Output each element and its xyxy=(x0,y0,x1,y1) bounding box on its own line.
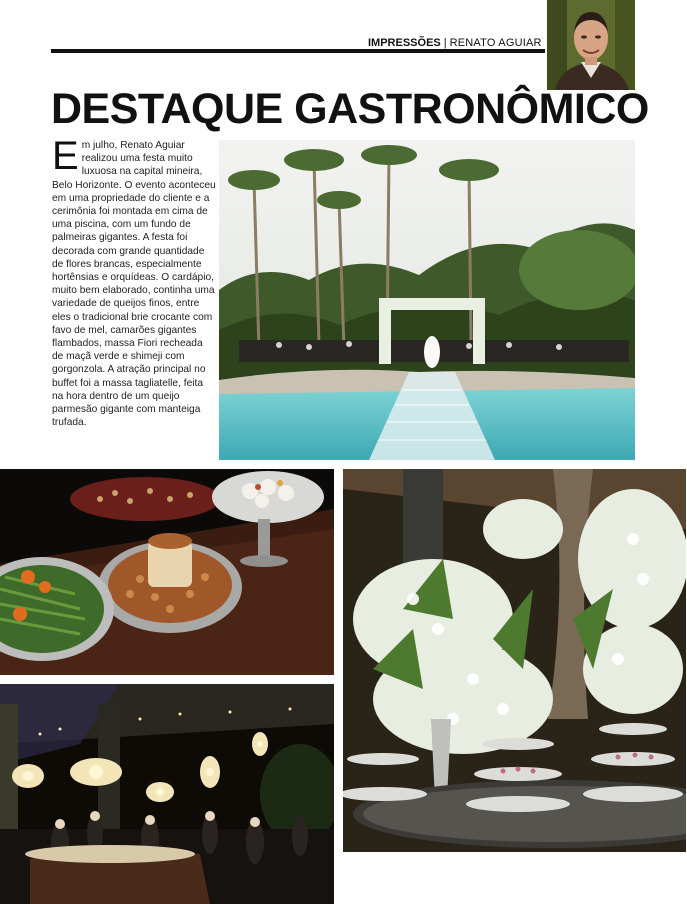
section-header xyxy=(368,37,542,49)
party-hall-photo xyxy=(0,684,334,904)
author-photo xyxy=(547,0,635,90)
pool-ceremony-photo xyxy=(219,140,635,460)
photo-icon xyxy=(0,469,334,675)
article-body xyxy=(52,134,216,429)
buffet-food-photo xyxy=(0,469,334,675)
section-separator: | xyxy=(443,37,447,49)
article-text: m julho, Renato Aguiar realizou uma festa muito luxuosa na capital mineira, Belo Horizonte. O evento aconteceu em uma propriedade do cliente e a cerimônia foi montada em cima de uma piscina, com um fundo de palmeiras gigantes. A festa foi decorada com grande quantidade de flores brancas, especialmente hortênsias e orquídeas. O cardápio, muito bem elaborado, continha uma variedade de queijos finos, entre eles o tradicional brie crocante com favo de mel, camarões gigantes flambados, massa Fiori recheada de maçã verde e shimeji com gorgonzola. A atração principal no buffet foi a massa tagliatelle, feita na hora dentro de um queijo parmesão gigante com manteiga trufada. xyxy=(52,140,216,429)
photo-icon xyxy=(343,469,686,852)
section-label: IMPRESSÕES xyxy=(368,37,441,49)
drop-cap: E xyxy=(52,134,79,178)
photo-icon xyxy=(219,140,635,460)
header-rule xyxy=(51,49,545,53)
photo-icon xyxy=(0,684,334,904)
orchid-arrangement-photo xyxy=(343,469,686,852)
author-name: RENATO AGUIAR xyxy=(449,37,542,49)
portrait-icon xyxy=(547,0,635,90)
page-title: DESTAQUE GASTRONÔMICO xyxy=(51,85,649,133)
